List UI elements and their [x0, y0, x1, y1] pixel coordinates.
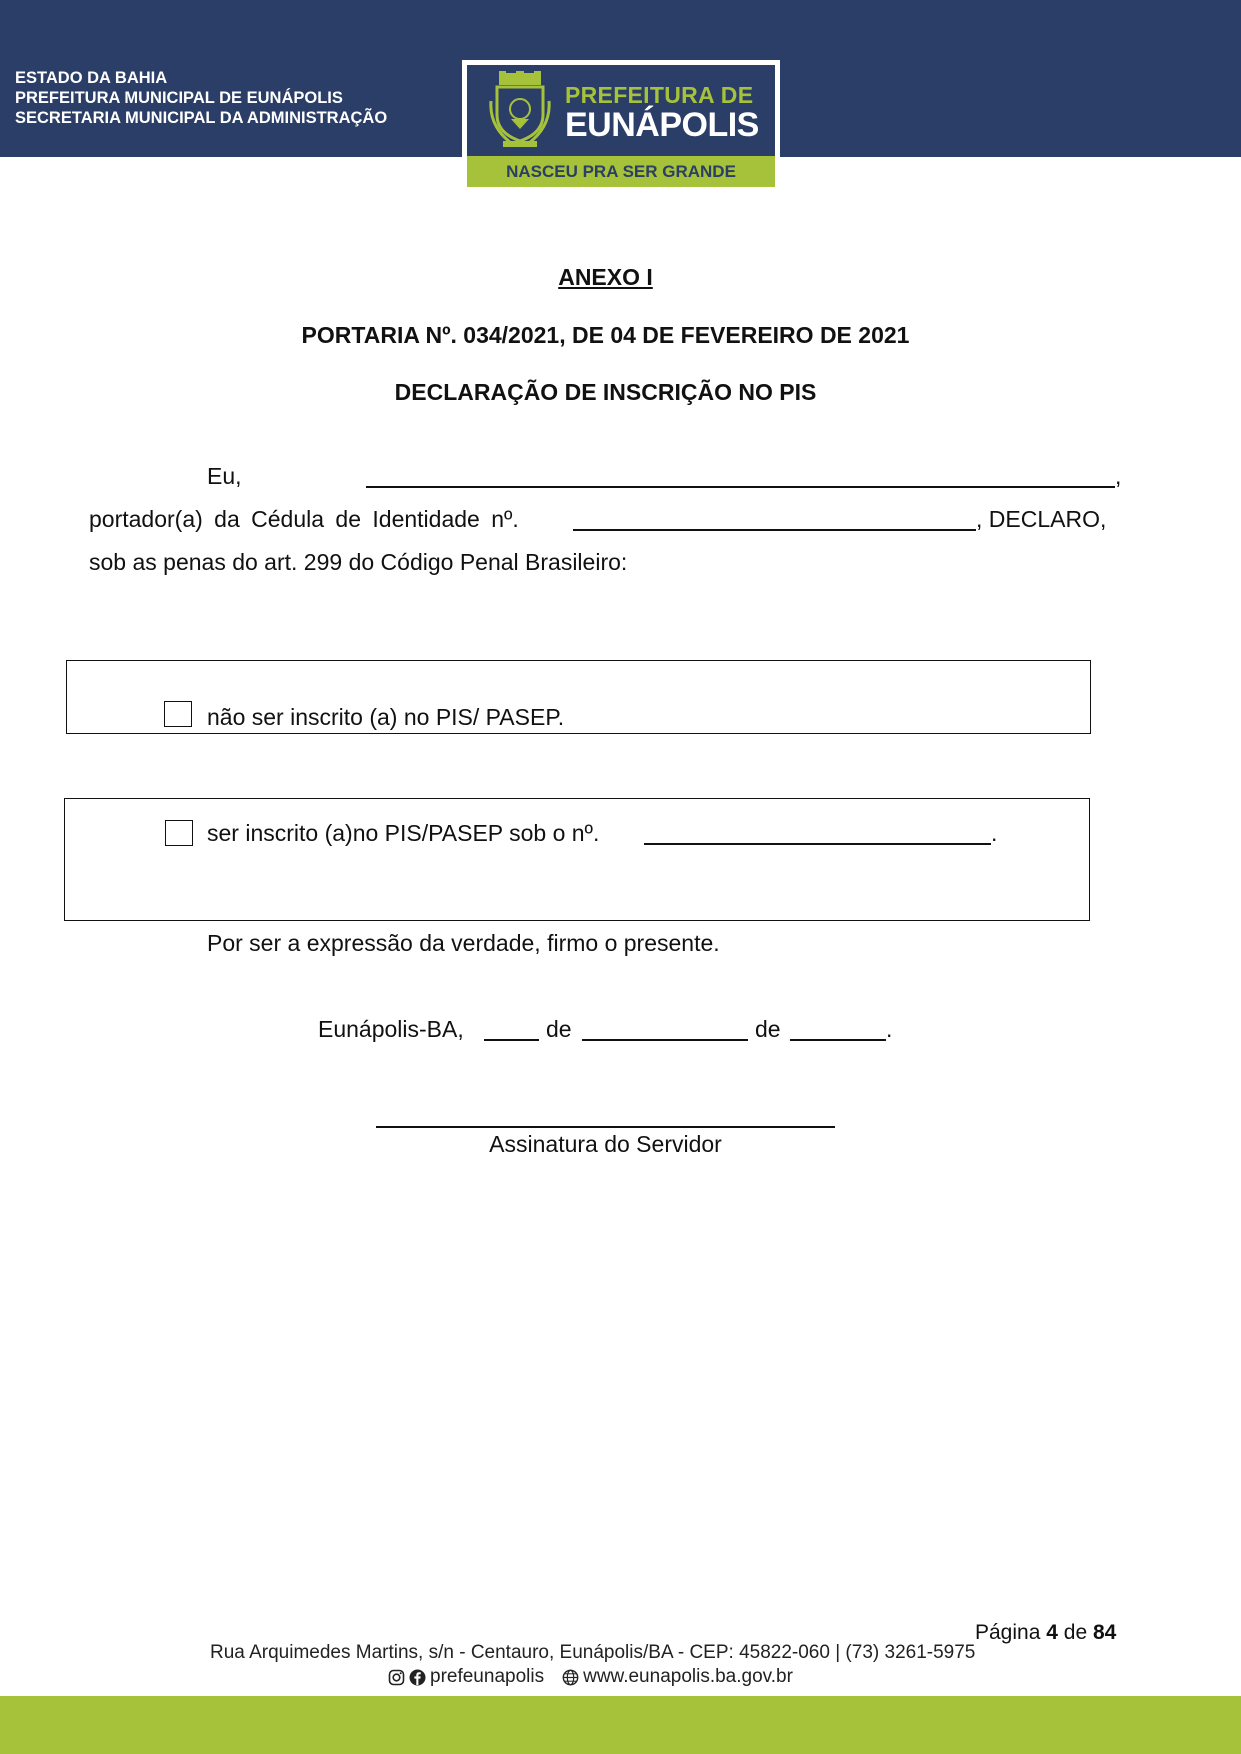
pis-number-period: . [991, 820, 998, 846]
option-registered-box [64, 798, 1090, 921]
declaro-text: , DECLARO, [976, 506, 1107, 532]
logo-text-eunapolis: EUNÁPOLIS [565, 106, 759, 144]
pis-number-blank-line[interactable] [644, 843, 991, 845]
logo-text-prefeitura: PREFEITURA DE [565, 82, 754, 108]
anexo-title: ANEXO I [558, 264, 653, 290]
verdade-text: Por ser a expressão da verdade, firmo o presente. [207, 930, 720, 956]
page-current: 4 [1046, 1621, 1058, 1644]
identity-blank-line[interactable] [573, 529, 976, 531]
coat-of-arms-icon [489, 71, 551, 149]
footer-band [0, 1696, 1241, 1754]
option-registered-label: ser inscrito (a)no PIS/PASEP sob o nº. [207, 820, 600, 846]
footer-address: Rua Arquimedes Martins, s/n - Centauro, Eunápolis/BA - CEP: 45822-060 | (73) 3261-5975 [210, 1642, 976, 1663]
prefeitura-logo [462, 60, 780, 192]
logo-slogan: NASCEU PRA SER GRANDE [467, 156, 775, 187]
signature-label: Assinatura do Servidor [489, 1131, 722, 1157]
page-number [975, 1621, 1116, 1645]
header-line-state: ESTADO DA BAHIA [15, 69, 168, 87]
local-label: Eunápolis-BA, [318, 1016, 464, 1042]
not-registered-checkbox[interactable] [164, 701, 192, 727]
registered-checkbox[interactable] [165, 820, 193, 846]
facebook-icon [409, 1669, 426, 1686]
option-not-registered-label: não ser inscrito (a) no PIS/ PASEP. [207, 704, 565, 730]
footer-website-link[interactable]: www.eunapolis.ba.gov.br [583, 1666, 793, 1687]
day-blank-line[interactable] [484, 1039, 539, 1041]
year-blank-line[interactable] [790, 1039, 886, 1041]
logo-top-panel [467, 65, 775, 156]
name-blank-line[interactable] [366, 486, 1115, 488]
declaracao-title: DECLARAÇÃO DE INSCRIÇÃO NO PIS [394, 379, 817, 405]
globe-icon [562, 1669, 579, 1686]
page-label: Página [975, 1621, 1041, 1644]
page-total: 84 [1092, 1621, 1117, 1644]
de-label-2: de [755, 1016, 781, 1042]
portador-label: portador(a) da Cédula de Identidade nº. [89, 506, 519, 532]
footer-social-handle[interactable]: prefeunapolis [430, 1666, 545, 1687]
eu-label: Eu, [207, 463, 242, 489]
de-label-1: de [546, 1016, 572, 1042]
header-line-prefeitura: PREFEITURA MUNICIPAL DE EUNÁPOLIS [15, 89, 343, 107]
instagram-icon [388, 1669, 405, 1686]
date-period: . [886, 1016, 893, 1042]
signature-line[interactable] [376, 1126, 835, 1128]
name-comma: , [1115, 463, 1122, 489]
header-institution [15, 68, 387, 128]
footer-social-links [388, 1666, 793, 1688]
header-line-secretaria: SECRETARIA MUNICIPAL DA ADMINISTRAÇÃO [15, 109, 388, 127]
page-of: de [1063, 1621, 1088, 1644]
month-blank-line[interactable] [582, 1039, 748, 1041]
penas-text: sob as penas do art. 299 do Código Penal Brasileiro: [89, 549, 628, 575]
portaria-title: PORTARIA Nº. 034/2021, DE 04 DE FEVEREIRO DE 2021 [301, 322, 910, 348]
